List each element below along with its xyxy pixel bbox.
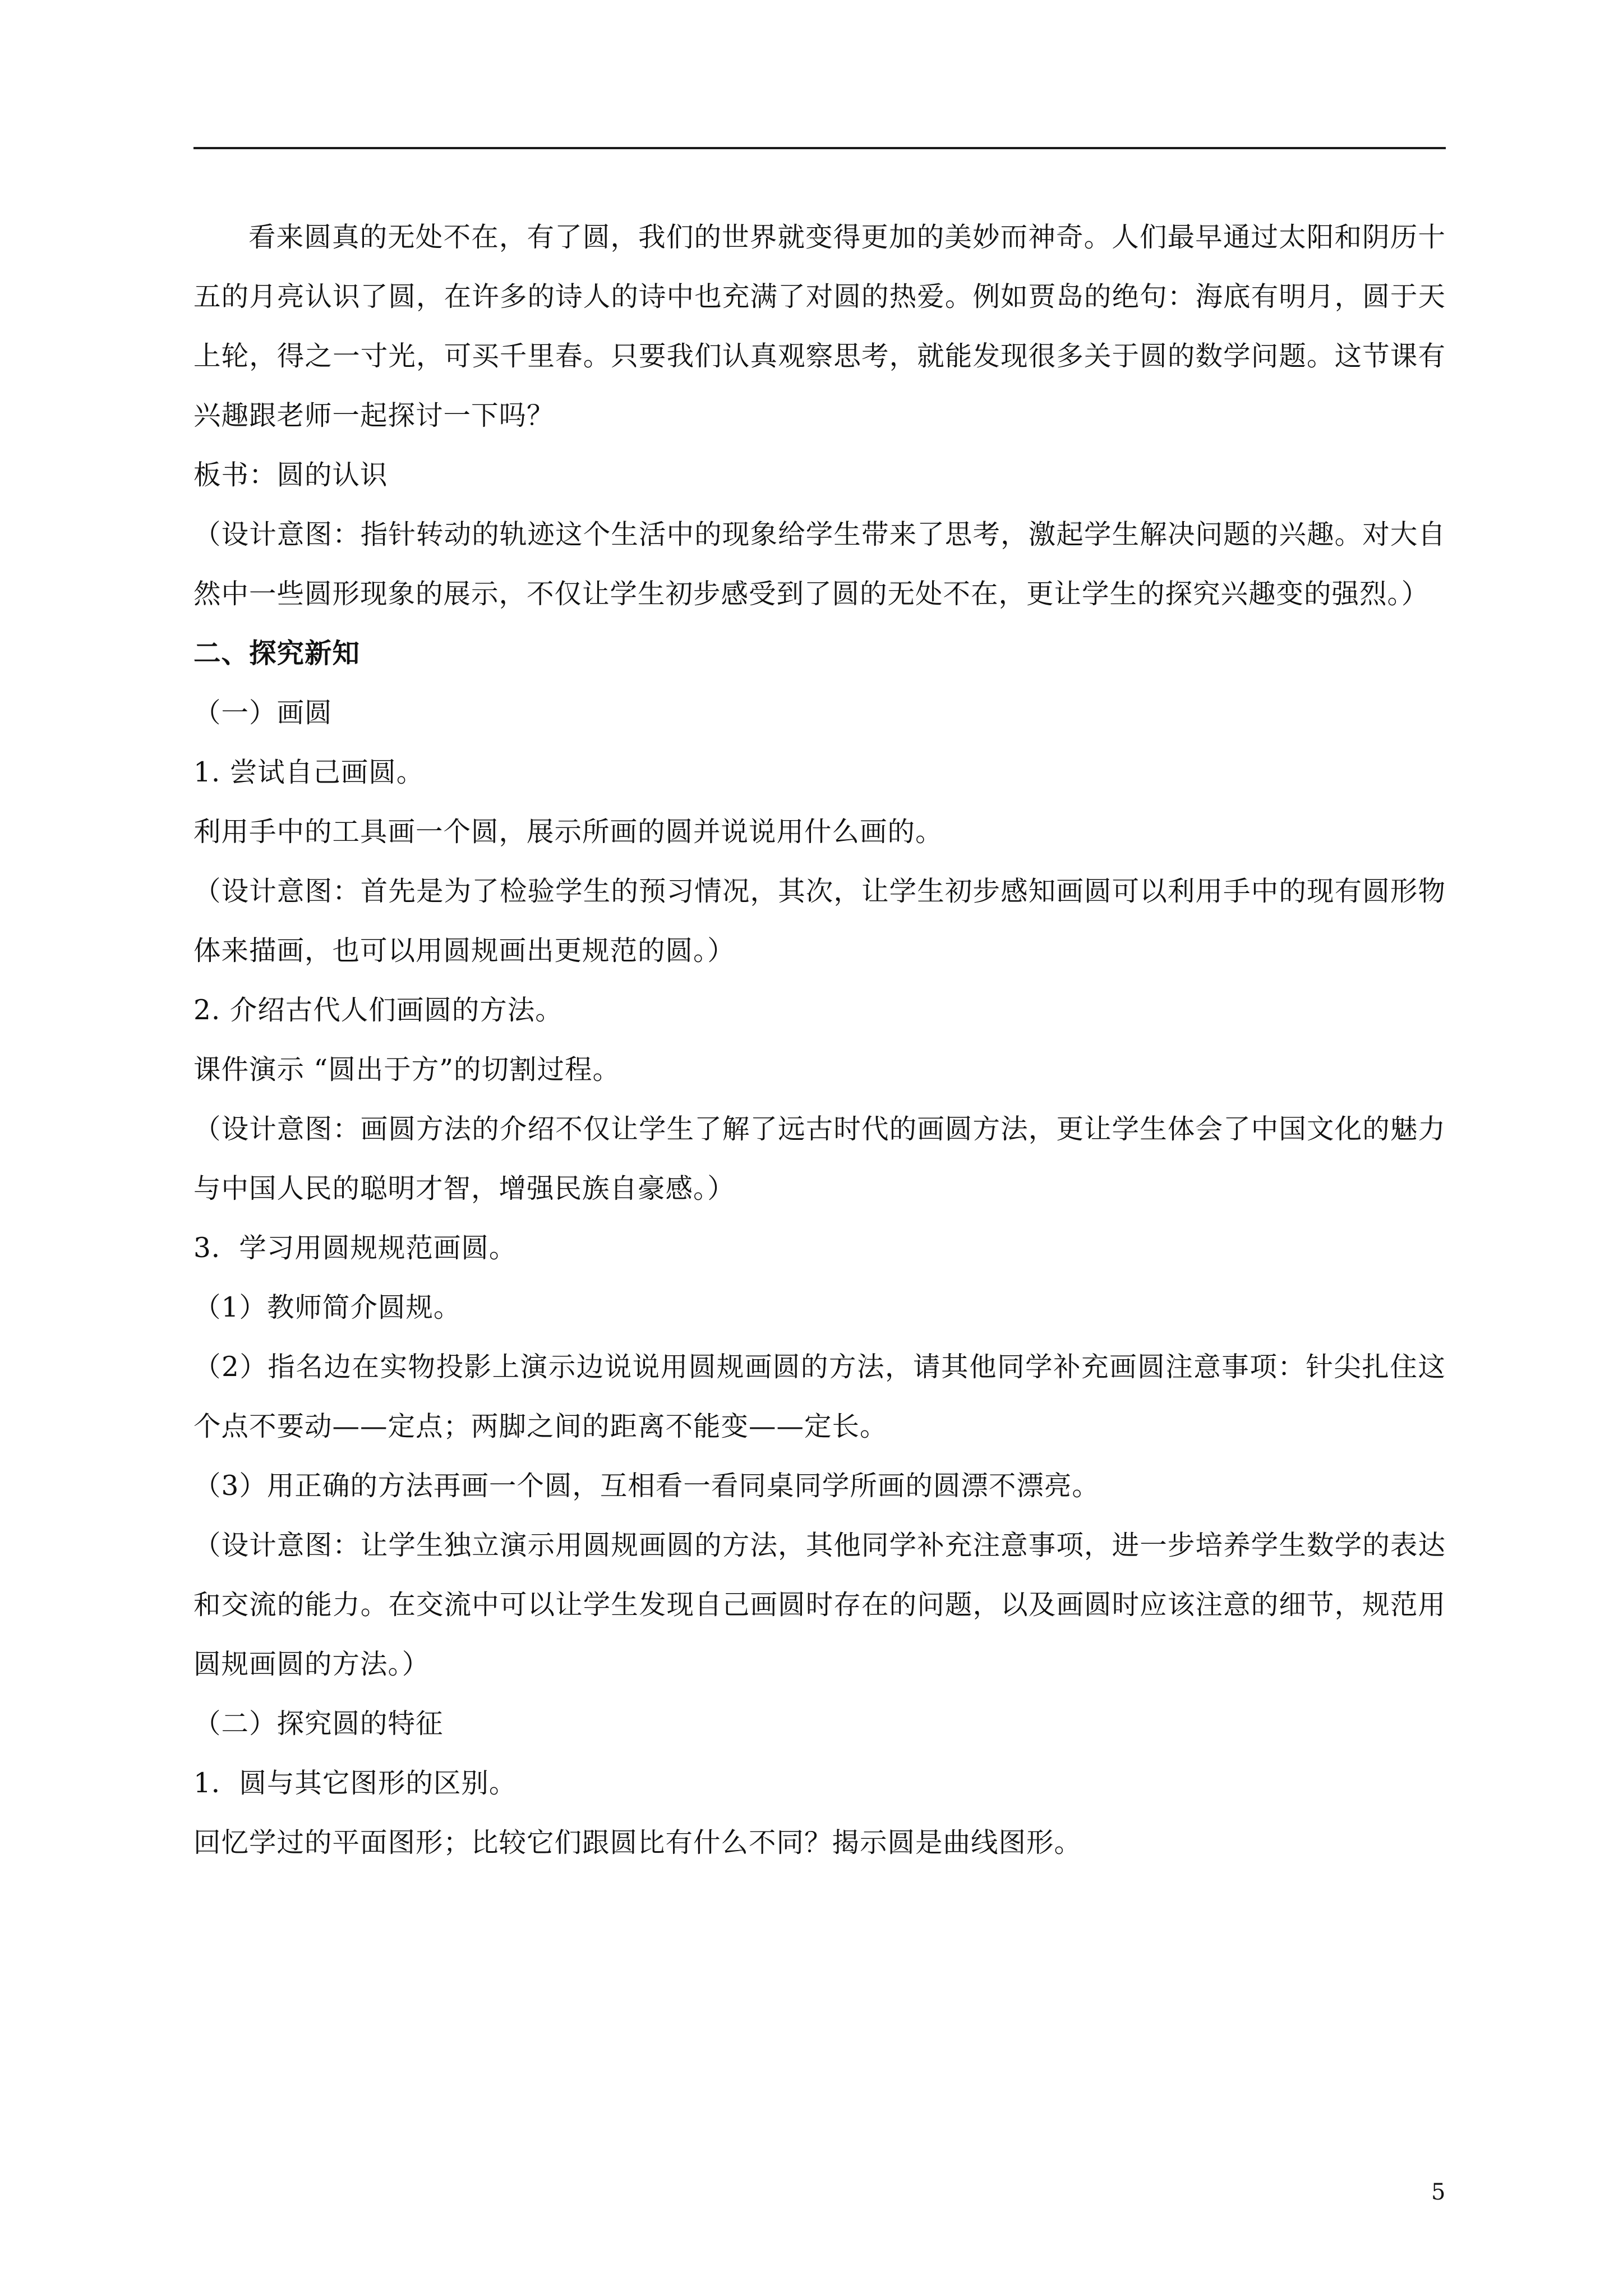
document-body	[193, 208, 1446, 1872]
design-intent-paragraph: （设计意图：让学生独立演示用圆规画圆的方法，其他同学补充注意事项，进一步培养学生数学的表达和交流的能力。在交流中可以让学生发现自己画圆时存在的问题，以及画圆时应该注意的细节，规范用圆规画圆的方法。）	[193, 1530, 1446, 1680]
body-paragraph: 课件演示 “圆出于方”的切割过程。	[193, 1054, 621, 1085]
step-heading: 2. 介绍古代人们画圆的方法。	[193, 995, 563, 1026]
step-heading: 1. 尝试自己画圆。	[193, 757, 425, 788]
body-paragraph: 回忆学过的平面图形；比较它们跟圆比有什么不同？揭示圆是曲线图形。	[193, 1827, 1082, 1858]
header-rule	[193, 147, 1446, 149]
body-paragraph: 利用手中的工具画一个圆，展示所画的圆并说说用什么画的。	[193, 816, 943, 848]
intro-paragraph: 看来圆真的无处不在，有了圆，我们的世界就变得更加的美妙而神奇。人们最早通过太阳和阴历十五的月亮认识了圆，在许多的诗人的诗中也充满了对圆的热爱。例如贾岛的绝句：海底有明月，圆于天上轮，得之一寸光，可买千里春。只要我们认真观察思考，就能发现很多关于圆的数学问题。这节课有兴趣跟老师一起探讨一下吗？	[193, 222, 1446, 431]
list-item: （3）用正确的方法再画一个圆，互相看一看同桌同学所画的圆漂不漂亮。	[193, 1470, 1100, 1502]
list-item: （2）指名边在实物投影上演示边说说用圆规画圆的方法，请其他同学补充画圆注意事项：针尖扎住这个点不要动——定点；两脚之间的距离不能变——定长。	[193, 1351, 1446, 1442]
design-intent-paragraph: （设计意图：指针转动的轨迹这个生活中的现象给学生带来了思考，激起学生解决问题的兴趣。对大自然中一些圆形现象的展示，不仅让学生初步感受到了圆的无处不在，更让学生的探究兴趣变的强烈。）	[193, 519, 1446, 610]
list-item: （1）教师简介圆规。	[193, 1292, 462, 1323]
step-heading: 1．圆与其它图形的区别。	[193, 1768, 517, 1799]
board-note: 板书：圆的认识	[193, 459, 388, 491]
design-intent-paragraph: （设计意图：首先是为了检验学生的预习情况，其次，让学生初步感知画圆可以利用手中的现有圆形物体来描画，也可以用圆规画出更规范的圆。）	[193, 876, 1446, 967]
subsection-heading: （二）探究圆的特征	[193, 1708, 444, 1740]
step-heading: 3．学习用圆规规范画圆。	[193, 1232, 517, 1264]
design-intent-paragraph: （设计意图：画圆方法的介绍不仅让学生了解了远古时代的画圆方法，更让学生体会了中国文化的魅力与中国人民的聪明才智，增强民族自豪感。）	[193, 1114, 1446, 1204]
subsection-heading: （一）画圆	[193, 697, 333, 729]
page-number: 5	[1431, 2179, 1446, 2205]
section-heading: 二、探究新知	[193, 637, 361, 669]
